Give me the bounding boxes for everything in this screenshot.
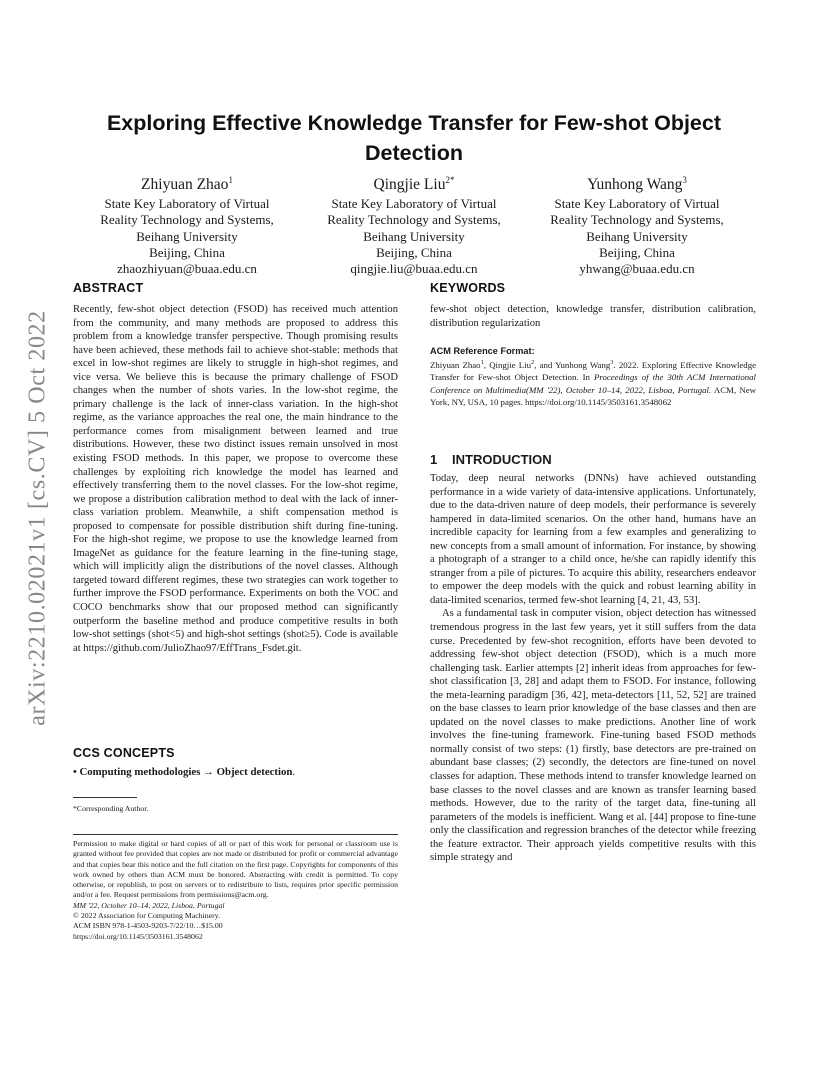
- author-affiliation: Reality Technology and Systems,: [550, 212, 724, 228]
- intro-paragraph-1: Today, deep neural networks (DNNs) have achieved outstanding performance in a wide variety of data-intensive applications. Unfortunately, due to the data-driven nature of deep models, their performance is severely hampered in data-limited scenarios. On the other hand, humans have an incredible capacity for learning from a few examples and generalizing to new concepts from a small amount of information. For instance, by showing a photograph of a stranger to a child once, he/she can rapidly identify this stranger from a pile of pictures. To acquire this ability, researchers endeavor to empower the deep models with the quick and robust learning ability in data-limited scenarios, termed few-shot learning [4, 21, 43, 53].: [430, 473, 756, 606]
- doi-line: https://doi.org/10.1145/3503161.3548062: [73, 931, 203, 941]
- permission-text: Permission to make digital or hard copies of all or part of this work for personal or classroom use is granted without fee provided that copies are not made or distributed for profit or commercial advantage and that copies bear this notice and the full citation on the first page. Copyrights for components of this work owned by others than ACM must be honored. Abstracting with credit is permitted. To copy otherwise, or republish, to post on servers or to redistribute to lists, requires prior specific permission and/or a fee. Request permissions from permissions@acm.org.: [73, 839, 398, 900]
- abstract-text: Recently, few-shot object detection (FSOD) has received much attention from the community, and many methods are proposed to address this problem from a knowledge transfer perspective. Though promising results have been achieved, these methods fail to achieve shot-stable: methods that excel in low-shot regimes are likely to struggle in high-shot regimes, and vice versa. We believe this is because the primary challenge of FSOD changes when the number of shots varies. In the low-shot regime, the primary challenge is the lack of inner-class variation. In the high-shot regime, as the variance approaches the real one, the main hindrance to the performance comes from misalignment between learned and true distributions. However, these two distinct issues remain unsolved in most existing FSOD methods. In this paper, we propose to overcome these challenges by exploiting rich knowledge the model has learned and effectively transferring them to the novel classes. For the low-shot regime, we propose a distribution calibration method to deal with the lack of inner-class variation problem. Meanwhile, a shift compensation method is proposed to compensate for possible distribution shift during fine-tuning. For the high-shot regime, we propose to use the knowledge learned from ImageNet as guidance for the feature learning in the fine-tuning stage, which will implicitly align the distributions of the novel classes. Although targeted toward different regimes, these two strategies can work together to further improve the FSOD performance. Experiments on both the VOC and COCO benchmarks show that our proposed method can significantly outperform the baseline method and produce competitive results in both low-shot settings (shot<5) and high-shot settings (shot≥5). Code is available at https://github.com/JulioZhao97/EffTrans_Fsdet.git.: [73, 304, 398, 654]
- author-affiliation: State Key Laboratory of Virtual: [104, 196, 270, 212]
- author-affiliation: State Key Laboratory of Virtual: [554, 196, 720, 212]
- permission-rule: [73, 834, 398, 835]
- intro-heading: 1 INTRODUCTION: [430, 452, 552, 467]
- author-email: zhaozhiyuan@buaa.edu.cn: [117, 261, 257, 277]
- author-affiliation: Reality Technology and Systems,: [327, 212, 501, 228]
- copyright-line: © 2022 Association for Computing Machinery.: [73, 911, 221, 921]
- intro-paragraph-2: As a fundamental task in computer vision, object detection has witnessed tremendous progress in the last few years, yet it still suffers from the data curse. Precedented by few-shot recognition, efforts have been devoted to addressing few-shot object detection (FSOD), which is a much more challenging task. Earlier attempts [2] inherit ideas from approaches for few-shot classification [3, 28] and adapt them to FSOD. For instance, following the meta-learning paradigm [36, 42], meta-detectors [11, 52, 52] are trained on the base classes to learn prior knowledge of the base classes and then are updated on the novel classes to make predictions. Another line of work involves the fine-tuning framework. Fine-tuning based FSOD methods normally consist of two steps: (1) firstly, base detectors are pre-trained on abundant base classes; (2) secondly, the detectors are fine-tuned on novel classes for adaption. These methods intend to transfer knowledge learned on base classes to the novel classes and are known as transfer learning based methods. However, due to the rarity of the target data, fine-tuning all parameters of the models is inefficient. Wang et al. [44] propose to fine-tune only the classification and regression branches of the detector while freezing the feature extractor. Their approach yields competitive results with this simple strategy and: [430, 608, 756, 864]
- intro-text: [430, 472, 756, 865]
- author-block-3: [522, 170, 752, 278]
- author-email: yhwang@buaa.edu.cn: [579, 261, 695, 277]
- author-email: qingjie.liu@buaa.edu.cn: [350, 261, 478, 277]
- keywords-text: few-shot object detection, knowledge transfer, distribution calibration, distribution regularization: [430, 304, 756, 329]
- author-location: Beijing, China: [599, 245, 675, 261]
- author-location: Beijing, China: [149, 245, 225, 261]
- permission-block: [73, 839, 398, 942]
- paper-title: Exploring Effective Knowledge Transfer for Few-shot Object Detection: [106, 111, 722, 165]
- author-affiliation: Beihang University: [136, 228, 238, 244]
- author-name: Zhiyuan Zhao$^1$: [141, 175, 233, 194]
- acm-ref-heading: ACM Reference Format:: [430, 346, 535, 356]
- author-affiliation: Beihang University: [363, 228, 465, 244]
- keywords-heading: KEYWORDS: [430, 281, 506, 295]
- ccs-heading: CCS CONCEPTS: [73, 746, 175, 760]
- isbn-line: ACM ISBN 978-1-4503-9203-7/22/10…$15.00: [73, 921, 223, 931]
- author-name: Yunhong Wang$^3$: [587, 175, 687, 194]
- footnote-rule: [73, 797, 137, 798]
- author-location: Beijing, China: [376, 245, 452, 261]
- author-block-2: [299, 170, 529, 278]
- abstract-heading: ABSTRACT: [73, 281, 144, 295]
- ccs-concepts: • Computing methodologies → Object detection.: [73, 766, 296, 778]
- author-name: Qingjie Liu$^{2*}$: [373, 175, 455, 194]
- arxiv-watermark: arXiv:2210.02021v1 [cs.CV] 5 Oct 2022: [24, 310, 51, 726]
- footnote: *Corresponding Author.: [73, 804, 149, 813]
- author-affiliation: Beihang University: [586, 228, 688, 244]
- author-block-1: [72, 170, 302, 278]
- author-affiliation: Reality Technology and Systems,: [100, 212, 274, 228]
- acm-ref-text: Zhiyuan Zhao$^1$, Qingjie Liu$^2$, and Yunhong Wang$^3$. 2022. Exploring Effective Knowledge Transfer for Few-shot Object Detection. In Proceedings of the 30th ACM International Conference on Multimedia(MM '22), October 10–14, 2022, Lisboa, Portugal. ACM, New York, NY, USA, 10 pages. https://doi.org/10.1145/3503161.3548062: [430, 359, 756, 408]
- conference-line: MM '22, October 10–14, 2022, Lisboa, Portugal: [73, 900, 225, 910]
- author-affiliation: State Key Laboratory of Virtual: [331, 196, 497, 212]
